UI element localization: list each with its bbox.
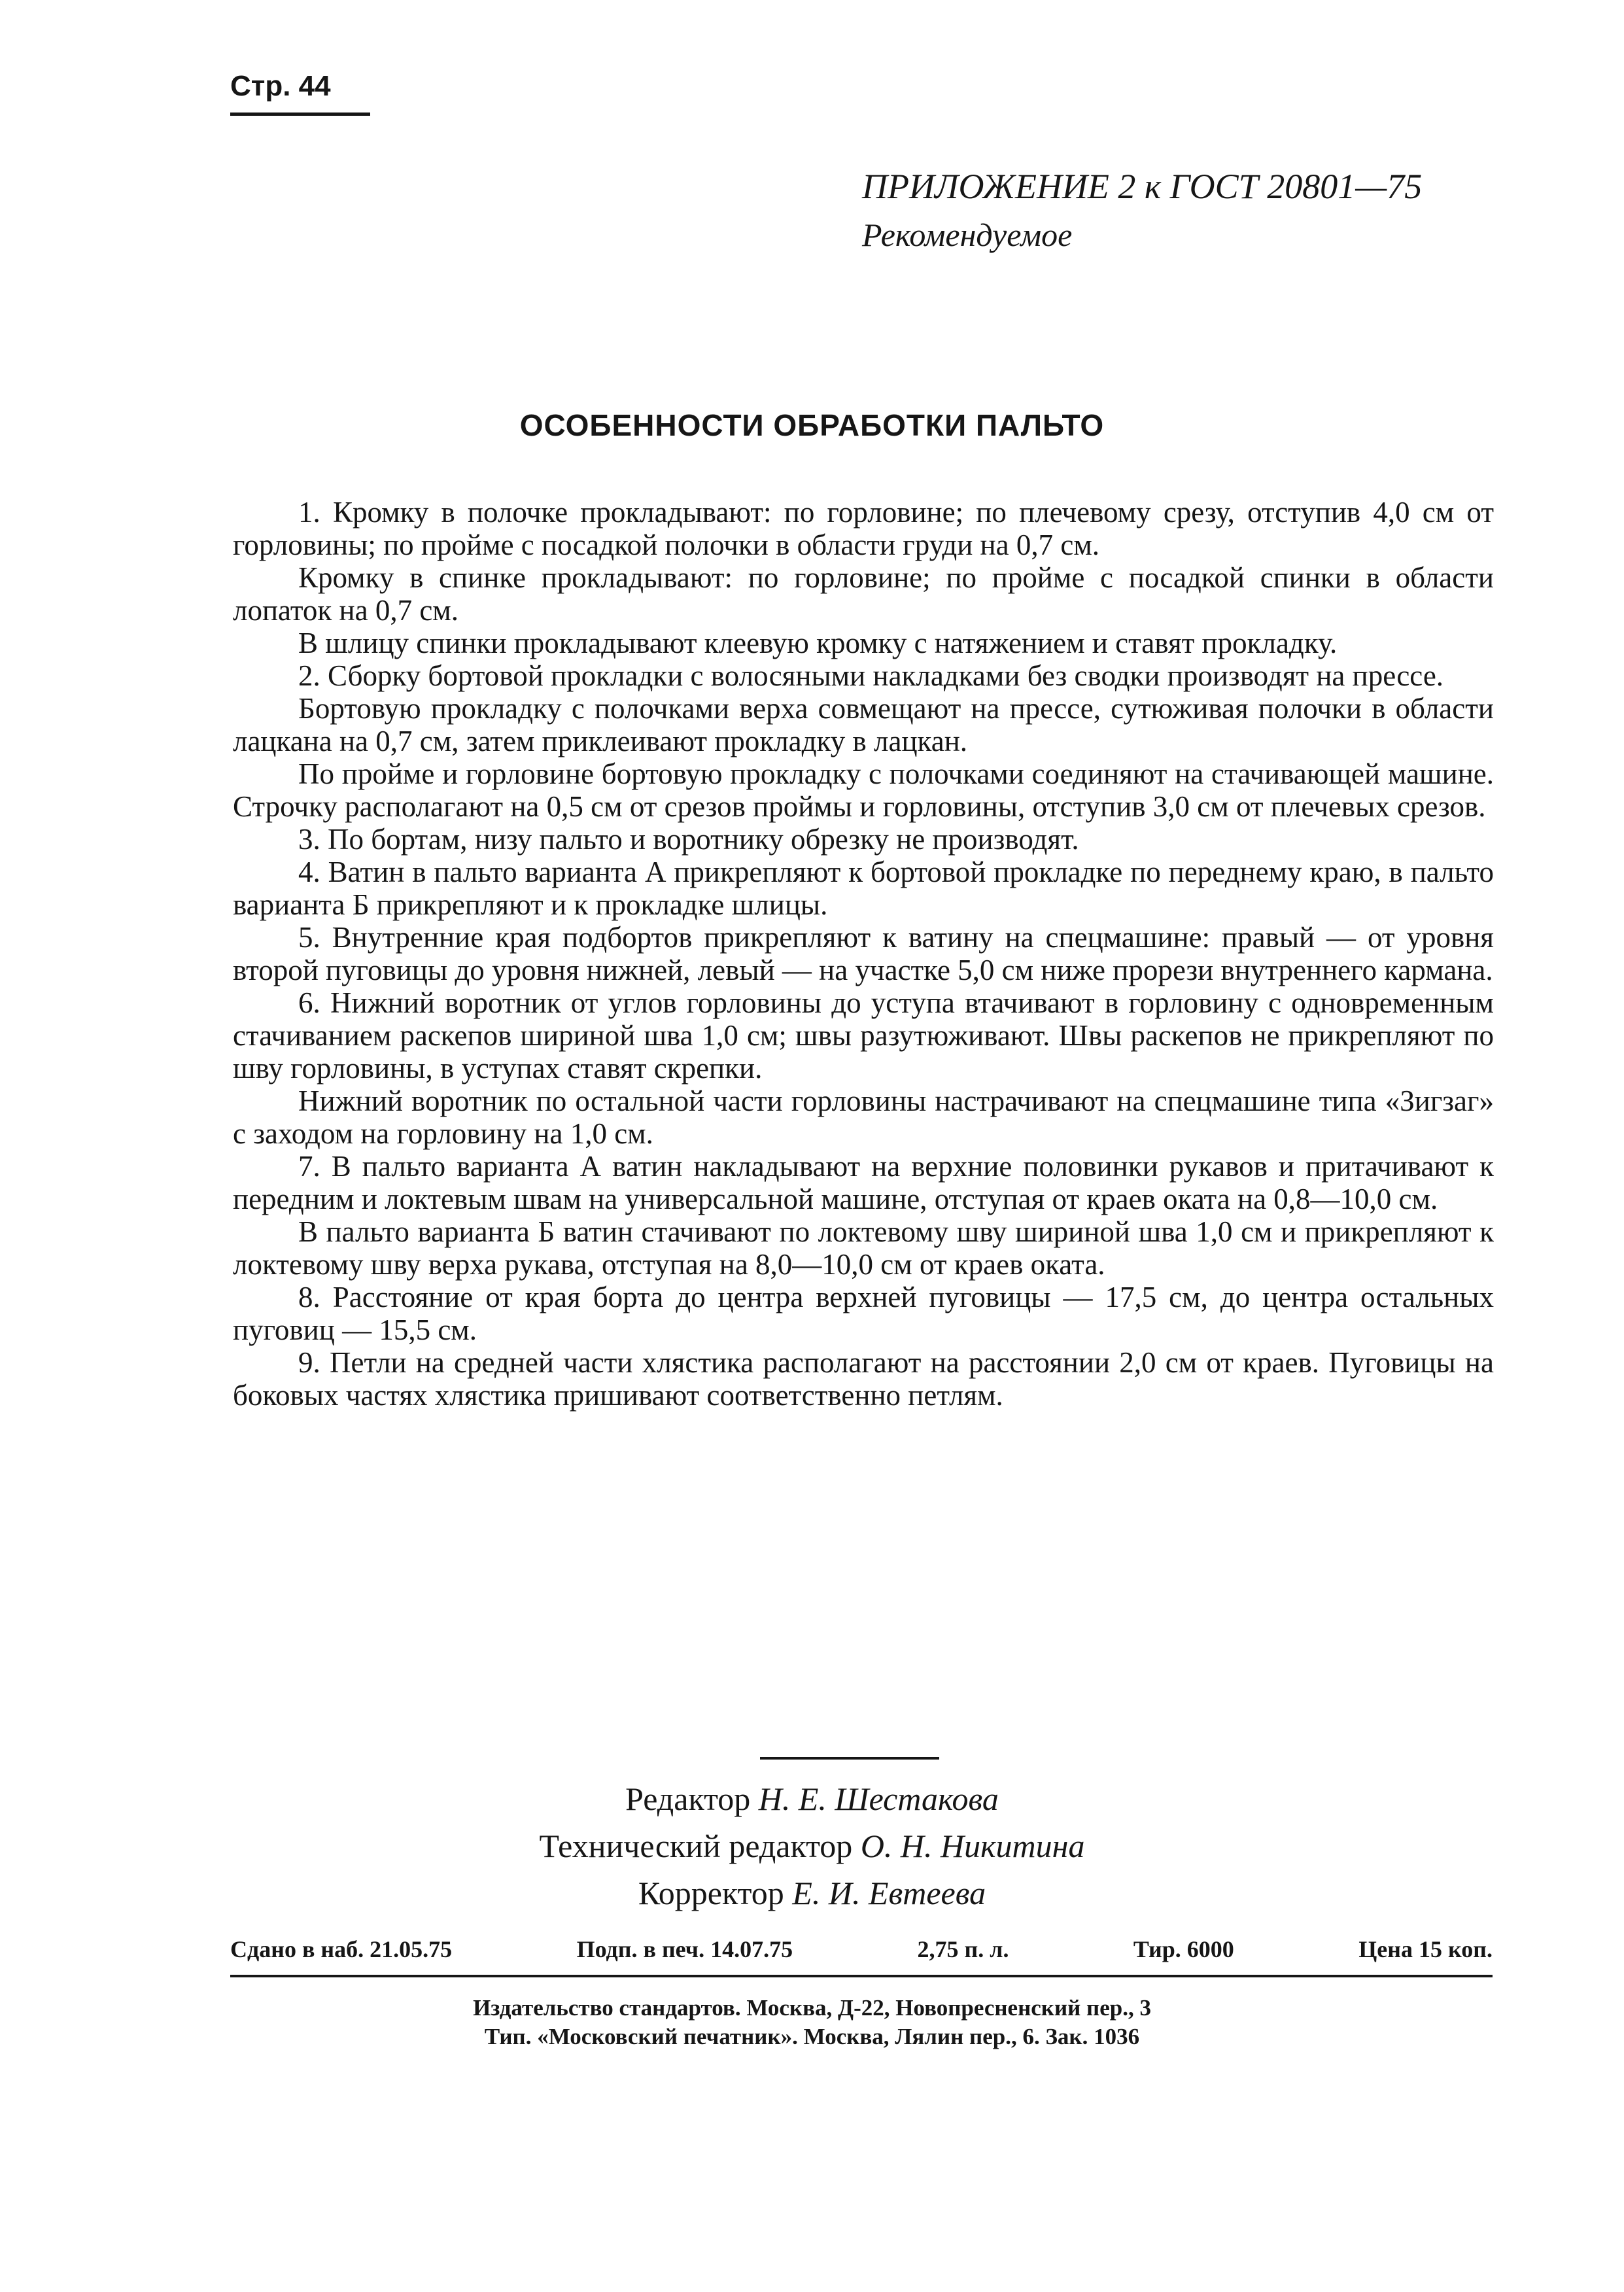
paragraph-6: По пройме и горловине бортовую прокладку с полочками соединяют на стачивающей машине. Строчку располагают на 0,5 см от срезов проймы и горловины, отступив 3,0 см от плечевых срезов. bbox=[233, 757, 1494, 823]
page-number: Стр. 44 bbox=[230, 68, 370, 116]
paragraph-7: 3. По бортам, низу пальто и воротнику обрезку не производят. bbox=[298, 823, 1079, 856]
paragraph-15: 9. Петли на средней части хлястика располагают на расстоянии 2,0 см от краев. Пуговицы на боковых частях хлястика пришивают соответственно петлям. bbox=[233, 1346, 1494, 1412]
imprint-sheets: 2,75 п. л. bbox=[917, 1936, 1009, 1962]
appendix-title: ПРИЛОЖЕНИЕ 2 к ГОСТ 20801—75 bbox=[862, 167, 1423, 206]
imprint-price: Цена 15 коп. bbox=[1358, 1936, 1493, 1962]
imprint-submitted: Сдано в наб. 21.05.75 bbox=[230, 1936, 453, 1962]
imprint-print-run: Тир. 6000 bbox=[1133, 1936, 1234, 1962]
paragraph-4: 2. Сборку бортовой прокладки с волосяными накладками без сводки производят на прессе. bbox=[298, 659, 1444, 692]
paragraph-13: В пальто варианта Б ватин стачивают по локтевому шву шириной шва 1,0 см и прикрепляют к локтевому шву верха рукава, отступая на 8,0—10,0 см от краев оката. bbox=[233, 1215, 1494, 1281]
appendix-header bbox=[862, 162, 1422, 259]
credit-role: Технический редактор bbox=[539, 1828, 853, 1864]
credit-editor bbox=[0, 1775, 1624, 1822]
credit-name: Е. И. Евтеева bbox=[792, 1875, 986, 1911]
credits bbox=[0, 1775, 1624, 1917]
imprint-signed: Подп. в печ. 14.07.75 bbox=[576, 1936, 793, 1962]
divider bbox=[760, 1757, 939, 1760]
credit-role: Корректор bbox=[638, 1875, 784, 1911]
paragraph-10: 6. Нижний воротник от углов горловины до уступа втачивают в горловину с одновременным стачиванием раскепов шириной шва 1,0 см; швы разутюживают. Швы раскепов не прикрепляют по шву горловины, в уступах ставят скрепки. bbox=[233, 986, 1494, 1085]
paragraph-3: В шлицу спинки прокладывают клеевую кромку с натяжением и ставят прокладку. bbox=[298, 627, 1338, 659]
document-body bbox=[233, 496, 1494, 1412]
paragraph-14: 8. Расстояние от края борта до центра верхней пуговицы — 17,5 см, до центра остальных пуговиц — 15,5 см. bbox=[233, 1281, 1494, 1346]
credit-name: Н. Е. Шестакова bbox=[758, 1780, 999, 1817]
credit-proofreader bbox=[0, 1869, 1624, 1917]
credit-name: О. Н. Никитина bbox=[860, 1828, 1085, 1864]
appendix-subtitle: Рекомендуемое bbox=[862, 217, 1073, 253]
publisher-line-2: Тип. «Московский печатник». Москва, Лялин пер., 6. Зак. 1036 bbox=[484, 2024, 1140, 2049]
paragraph-12: 7. В пальто варианта А ватин накладывают на верхние половинки рукавов и притачивают к передним и локтевым швам на универсальной машине, отступая от краев оката на 0,8—10,0 см. bbox=[233, 1150, 1494, 1215]
paragraph-5: Бортовую прокладку с полочками верха совмещают на прессе, сутюживая полочки в области лацкана на 0,7 см, затем приклеивают прокладку в лацкан. bbox=[233, 692, 1494, 757]
paragraph-1: 1. Кромку в полочке прокладывают: по горловине; по плечевому срезу, отступив 4,0 см от горловины; по пройме с посадкой полочки в области груди на 0,7 см. bbox=[233, 496, 1494, 561]
paragraph-2: Кромку в спинке прокладывают: по горловине; по пройме с посадкой спинки в области лопаток на 0,7 см. bbox=[233, 561, 1494, 627]
credit-technical-editor bbox=[0, 1822, 1624, 1869]
section-heading: ОСОБЕННОСТИ ОБРАБОТКИ ПАЛЬТО bbox=[519, 408, 1105, 442]
publisher-line-1: Издательство стандартов. Москва, Д-22, Новопресненский пер., 3 bbox=[473, 1995, 1151, 2021]
publisher-info bbox=[0, 1994, 1624, 2051]
paragraph-11: Нижний воротник по остальной части горловины настрачивают на спецмашине типа «Зигзаг» с заходом на горловину на 1,0 см. bbox=[233, 1085, 1494, 1150]
paragraph-9: 5. Внутренние края подбортов прикрепляют к ватину на спецмашине: правый — от уровня второй пуговицы до уровня нижней, левый — на участке 5,0 см ниже прорези внутреннего кармана. bbox=[233, 921, 1494, 986]
paragraph-8: 4. Ватин в пальто варианта А прикрепляют к бортовой прокладке по переднему краю, в пальто варианта Б прикрепляют и к прокладке шлицы. bbox=[233, 856, 1494, 921]
imprint-line bbox=[230, 1933, 1493, 1977]
credit-role: Редактор bbox=[625, 1780, 751, 1817]
